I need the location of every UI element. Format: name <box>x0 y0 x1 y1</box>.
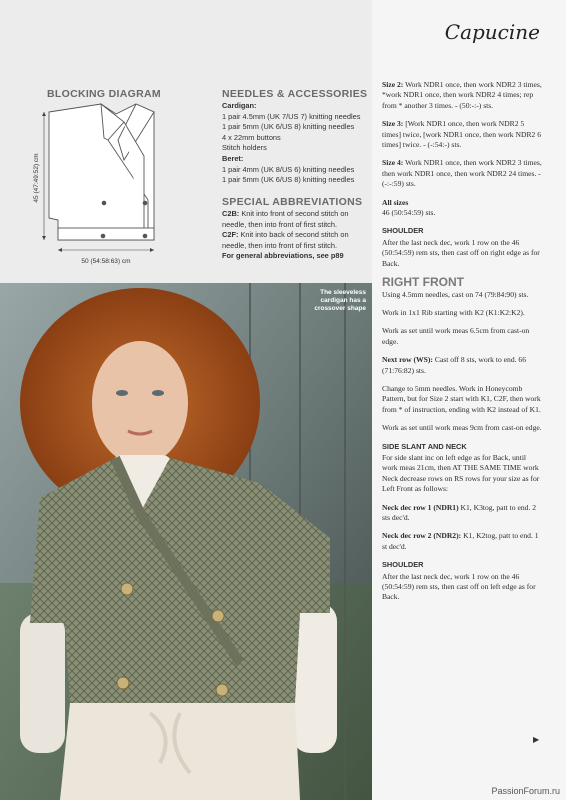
list-item: Stitch holders <box>222 143 267 153</box>
paragraph: Work as set until work meas 9cm from cast-on edge. <box>382 423 542 433</box>
size2-text: Work NDR1 once, then work NDR2 3 times, *work NDR1 once, then work NDR2 4 times; rep from * another 3 times. - (50:-:-) sts. <box>382 80 542 110</box>
size3-text: [Work NDR1 once, then work NDR2 5 times] twice, [work NDR1 once, then work NDR2 6 times] twice. - (-:54:-) sts. <box>382 119 542 150</box>
side-slant-text: For side slant inc on left edge as for Back, until work meas 21cm, then AT THE SAME TIME work Neck decrease rows on RS rows for your size as for Left Front as follows: <box>382 452 540 494</box>
all-sizes-text: 46 (50:54:59) sts. <box>382 208 436 218</box>
continue-arrow-icon: ▶ <box>533 735 540 744</box>
size3-term: Size 3: <box>382 119 404 129</box>
height-dimension-label: 45 (47:49:52) cm <box>33 153 40 203</box>
shoulder-heading: SHOULDER <box>382 560 424 570</box>
photo-caption: The sleeveless cardigan has a crossover shape <box>314 289 366 312</box>
list-item: 4 x 22mm buttons <box>222 132 281 142</box>
paragraph: Change to 5mm needles. Work in Honeycomb Pattern, but for Size 2 start with K1, C2F, then work from * of instruction, ending with K2 instead of K1. <box>382 383 541 414</box>
needles-list <box>222 101 360 186</box>
paragraph: Work in 1x1 Rib starting with K2 (K1:K2:K2). <box>382 307 525 317</box>
instructions-column <box>382 80 542 611</box>
blocking-diagram <box>26 100 196 270</box>
paragraph: Work as set until work meas 6.5cm from cast-on edge. <box>382 326 530 346</box>
next-row-term: Next row (WS): <box>382 355 433 365</box>
side-slant-heading: SIDE SLANT AND NECK <box>382 441 467 451</box>
next-row-text: Cast off 8 sts, work to end. 66 (71:76:82) sts. <box>382 355 527 375</box>
button-icon <box>101 234 106 239</box>
model-photo <box>0 283 372 800</box>
ndr1-text: K1, K3tog, patt to end. 2 sts dec'd. <box>382 502 537 522</box>
list-item: 1 pair 4mm (UK 8/US 6) knitting needles <box>222 164 355 174</box>
ndr1-term: Neck dec row 1 (NDR1) <box>382 502 459 512</box>
button-icon <box>143 201 148 206</box>
general-abbreviations-note: For general abbreviations, see p89 <box>222 251 344 261</box>
width-dimension-label: 50 (54:58:63) cm <box>81 258 131 265</box>
ndr2-term: Neck dec row 2 (NDR2): <box>382 531 462 541</box>
page-title: Capucine <box>444 20 540 44</box>
button-icon <box>102 201 107 206</box>
c2b-text: Knit into front of second stitch on needle, then into front of first stitch. <box>222 209 349 229</box>
shoulder-heading: SHOULDER <box>382 226 424 236</box>
ndr2-text: K1, K2tog, patt to end. 1 st dec'd. <box>382 531 539 551</box>
size2-term: Size 2: <box>382 80 404 89</box>
button-icon <box>143 234 148 239</box>
right-front-heading: RIGHT FRONT <box>382 275 464 290</box>
size4-term: Size 4: <box>382 158 404 168</box>
needles-heading: NEEDLES & ACCESSORIES <box>222 88 368 100</box>
list-item: 1 pair 4.5mm (UK 7/US 7) knitting needles <box>222 111 361 121</box>
list-item: 1 pair 5mm (UK 6/US 8) knitting needles <box>222 175 355 185</box>
all-sizes-heading: All sizes <box>382 197 409 207</box>
shoulder-text: After the last neck dec, work 1 row on the 46 (50:54:59) rem sts, then cast off on left edge as for Back. <box>382 571 536 602</box>
beret-title: Beret: <box>222 153 244 163</box>
c2f-term: C2F: <box>222 230 239 240</box>
abbreviations-list <box>222 209 364 262</box>
list-item: 1 pair 5mm (UK 6/US 8) knitting needles <box>222 122 355 132</box>
paragraph: Using 4.5mm needles, cast on 74 (79:84:90) sts. <box>382 289 529 299</box>
size4-text: Work NDR1 once, then work NDR2 3 times, then work NDR1 once, then work NDR2 24 times. - (-:-:59) sts. <box>382 158 542 189</box>
watermark: PassionForum.ru <box>491 786 560 796</box>
special-abbreviations-heading: SPECIAL ABBREVIATIONS <box>222 196 363 208</box>
shoulder-text: After the last neck dec, work 1 row on the 46 (50:54:59) rem sts, then cast off on right edge as for Back. <box>382 237 540 268</box>
cardigan-title: Cardigan: <box>222 101 257 110</box>
c2b-term: C2B: <box>222 209 240 218</box>
c2f-text: Knit into back of second stitch on needle, then into front of first stitch. <box>222 230 349 250</box>
blocking-diagram-heading: BLOCKING DIAGRAM <box>47 88 161 100</box>
